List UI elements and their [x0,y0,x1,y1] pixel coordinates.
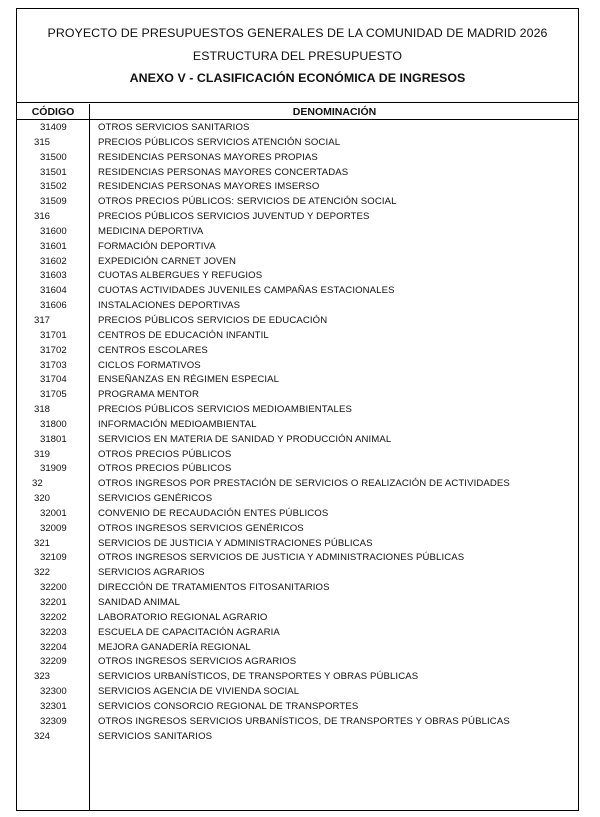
row-code: 31509 [40,196,67,208]
table-row [16,314,579,329]
row-name: MEDICINA DEPORTIVA [98,225,204,237]
row-code: 31501 [40,166,67,178]
row-code: 32300 [40,686,67,698]
row-code: 31701 [40,329,67,341]
row-name: CUOTAS ALBERGUES Y REFUGIOS [98,270,263,282]
table-row [16,492,579,507]
table-row [16,626,579,641]
row-name: SERVICIOS GENÉRICOS [98,493,213,505]
table-row [16,403,579,418]
table-row [16,641,579,656]
table-row [16,433,579,448]
row-code: 318 [34,404,51,416]
table-row [16,166,579,181]
row-name: SERVICIOS CONSORCIO REGIONAL DE TRANSPORTES [98,700,359,712]
row-code: 32109 [40,552,67,564]
table-row [16,551,579,566]
table-row [16,180,579,195]
row-code: 31705 [40,389,67,401]
table-row [16,566,579,581]
row-name: SERVICIOS DE JUSTICIA Y ADMINISTRACIONES PÚBLICAS [98,537,373,549]
row-name: RESIDENCIAS PERSONAS MAYORES CONCERTADAS [98,166,349,178]
row-name: SERVICIOS AGRARIOS [98,567,205,579]
column-header-code: CÓDIGO [16,104,90,120]
row-code: 31603 [40,270,67,282]
table-row [16,685,579,700]
row-name: SANIDAD ANIMAL [98,597,180,608]
row-code: 31604 [40,285,67,297]
row-name: SERVICIOS EN MATERIA DE SANIDAD Y PRODUCCIÓN ANIMAL [98,433,392,445]
row-name: SERVICIOS SANITARIOS [98,730,213,742]
table-row [16,730,579,745]
row-name: OTROS PRECIOS PÚBLICOS [98,448,232,460]
row-name: CUOTAS ACTIVIDADES JUVENILES CAMPAÑAS ESTACIONALES [98,285,395,297]
table-row [16,715,579,730]
row-name: PRECIOS PÚBLICOS SERVICIOS ATENCIÓN SOCIAL [98,136,341,148]
row-code: 31702 [40,344,67,356]
row-name: OTROS INGRESOS SERVICIOS URBANÍSTICOS, DE TRANSPORTES Y OBRAS PÚBLICAS [98,715,510,727]
row-name: OTROS SERVICIOS SANITARIOS [98,122,250,133]
row-code: 32209 [40,656,67,668]
table-row [16,255,579,270]
row-code: 32203 [40,626,67,638]
row-name: INSTALACIONES DEPORTIVAS [98,300,241,312]
row-name: CICLOS FORMATIVOS [98,359,201,371]
row-code: 321 [34,537,51,549]
table-row [16,611,579,626]
document-subtitle: ESTRUCTURA DEL PRESUPUESTO [192,49,403,63]
row-name: EXPEDICIÓN CARNET JOVEN [98,255,237,267]
row-code: 317 [34,314,51,326]
row-code: 31801 [40,433,67,445]
table-row [16,581,579,596]
table-row [16,388,579,403]
table-row [16,210,579,225]
table-row [16,344,579,359]
row-name: ESCUELA DE CAPACITACIÓN AGRARIA [98,626,280,638]
table-row [16,269,579,284]
row-name: OTROS PRECIOS PÚBLICOS [98,463,232,475]
table-row [16,195,579,210]
table-row [16,240,579,255]
document-header [16,8,579,103]
table-row [16,537,579,552]
row-name: PRECIOS PÚBLICOS SERVICIOS DE EDUCACIÓN [98,314,328,326]
row-name: LABORATORIO REGIONAL AGRARIO [98,611,268,623]
row-code: 32202 [40,611,67,623]
table-row [16,373,579,388]
table-row [16,136,579,151]
table-row [16,522,579,537]
row-name: MEJORA GANADERÍA REGIONAL [98,641,251,653]
table-row [16,359,579,374]
table-row [16,121,579,136]
row-name: CONVENIO DE RECAUDACIÓN ENTES PÚBLICOS [98,507,329,519]
column-divider-bottom [89,784,90,811]
table-row [16,477,579,492]
column-header-name: DENOMINACIÓN [90,104,579,120]
table-row [16,284,579,299]
row-code: 32204 [40,641,67,653]
document-title: PROYECTO DE PRESUPUESTOS GENERALES DE LA COMUNIDAD DE MADRID 2026 [47,26,548,40]
row-code: 315 [34,136,51,148]
table-row [16,670,579,685]
row-name: SERVICIOS URBANÍSTICOS, DE TRANSPORTES Y OBRAS PÚBLICAS [98,671,419,683]
row-code: 31500 [40,151,67,163]
row-code: 32301 [40,700,67,712]
row-code: 323 [34,671,51,683]
row-name: OTROS INGRESOS SERVICIOS AGRARIOS [98,656,297,668]
row-code: 31800 [40,418,67,430]
row-name: RESIDENCIAS PERSONAS MAYORES PROPIAS [98,151,318,163]
row-name: DIRECCIÓN DE TRATAMIENTOS FITOSANITARIOS [98,582,330,594]
row-name: OTROS PRECIOS PÚBLICOS: SERVICIOS DE ATENCIÓN SOCIAL [98,196,397,208]
table-row [16,418,579,433]
table-row [16,655,579,670]
row-name: PROGRAMA MENTOR [98,389,200,401]
row-code: 319 [34,448,51,460]
table-row [16,299,579,314]
row-name: RESIDENCIAS PERSONAS MAYORES IMSERSO [98,181,320,193]
row-code: 316 [34,211,51,223]
row-code: 32009 [40,522,67,534]
row-name: PRECIOS PÚBLICOS SERVICIOS JUVENTUD Y DEPORTES [98,211,370,223]
row-code: 31601 [40,240,67,252]
row-code: 322 [34,567,51,579]
classification-table-body [16,121,579,744]
row-code: 32201 [40,597,67,608]
row-name: SERVICIOS AGENCIA DE VIVIENDA SOCIAL [98,686,300,698]
row-code: 32 [32,478,43,490]
row-code: 31502 [40,181,67,193]
row-name: CENTROS ESCOLARES [98,344,208,356]
row-code: 31909 [40,463,67,475]
row-code: 320 [34,493,51,505]
row-name: PRECIOS PÚBLICOS SERVICIOS MEDIOAMBIENTALES [98,404,352,416]
table-row [16,448,579,463]
row-name: ENSEÑANZAS EN RÉGIMEN ESPECIAL [98,374,280,386]
row-name: OTROS INGRESOS POR PRESTACIÓN DE SERVICIOS O REALIZACIÓN DE ACTIVIDADES [98,478,510,490]
row-code: 31703 [40,359,67,371]
table-row [16,151,579,166]
row-name: INFORMACIÓN MEDIOAMBIENTAL [98,418,257,430]
row-code: 31606 [40,300,67,312]
row-code: 324 [34,730,51,742]
row-name: OTROS INGRESOS SERVICIOS DE JUSTICIA Y ADMINISTRACIONES PÚBLICAS [98,552,465,564]
row-name: OTROS INGRESOS SERVICIOS GENÉRICOS [98,522,304,534]
table-row [16,462,579,477]
annex-title: ANEXO V - CLASIFICACIÓN ECONÓMICA DE INGRESOS [129,71,466,85]
row-code: 32309 [40,715,67,727]
row-name: FORMACIÓN DEPORTIVA [98,240,216,252]
table-row [16,507,579,522]
table-row [16,329,579,344]
row-code: 31409 [40,122,67,133]
row-code: 31600 [40,225,67,237]
row-name: CENTROS DE EDUCACIÓN INFANTIL [98,329,269,341]
row-code: 32001 [40,507,67,519]
table-row [16,700,579,715]
row-code: 31602 [40,255,67,267]
row-code: 32200 [40,582,67,594]
table-row [16,596,579,611]
table-row [16,225,579,240]
row-code: 31704 [40,374,67,386]
